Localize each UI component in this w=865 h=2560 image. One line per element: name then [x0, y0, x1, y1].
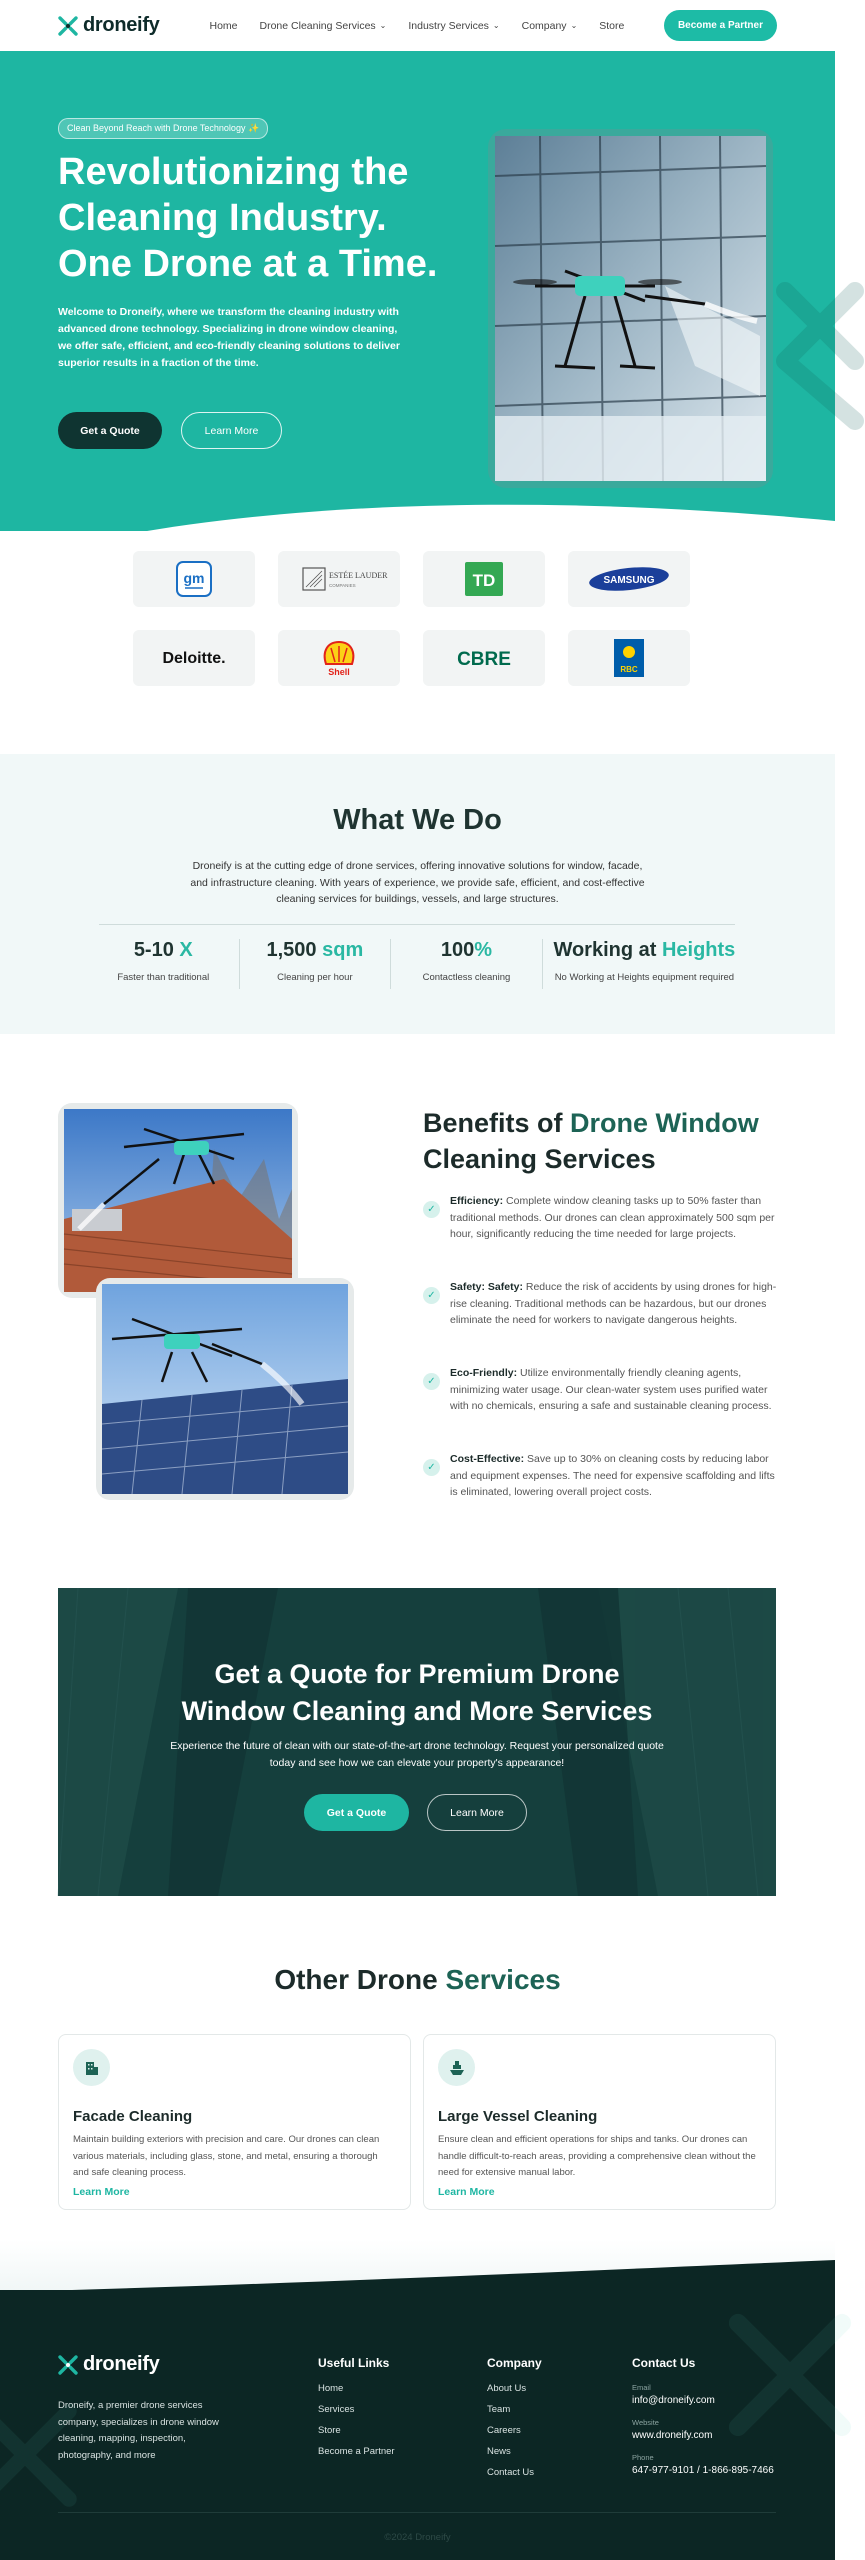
- stat-label: Contactless cleaning: [422, 972, 511, 983]
- divider: [99, 924, 735, 925]
- service-learn-more-link[interactable]: Learn More: [73, 2185, 130, 2198]
- footer-heading: Company: [487, 2356, 542, 2370]
- stat-label: No Working at Heights equipment required: [554, 972, 735, 983]
- chevron-down-icon: ⌄: [492, 21, 500, 30]
- service-title: Large Vessel Cleaning: [438, 2108, 598, 2125]
- benefit-body: Save up to 30% on cleaning costs by reducing labor and equipment expenses. The need for expensive scaffolding and lifts is eliminated, lowering overall project costs.: [450, 1453, 775, 1498]
- cbre-logo-icon: [449, 646, 519, 670]
- stat-unit: sqm: [316, 939, 364, 961]
- stat-heights: [543, 939, 746, 989]
- hero-learn-more-button[interactable]: Learn More: [181, 412, 282, 449]
- client-logo-samsung: [568, 551, 690, 607]
- footer-heading: Useful Links: [318, 2356, 390, 2370]
- nav-label: Home: [209, 19, 238, 32]
- stat-number: 1,500: [266, 939, 317, 961]
- cta-title: [58, 1656, 776, 1730]
- footer-useful-links: [318, 2356, 395, 2467]
- drone-x-logo-icon: [58, 16, 78, 36]
- title-accent: Services: [445, 1964, 561, 1995]
- check-icon: ✓: [423, 1373, 440, 1390]
- cta-title-line: Get a Quote for Premium Drone: [214, 1659, 620, 1689]
- benefit-text: [450, 1279, 778, 1365]
- benefit-body: Complete window cleaning tasks up to 50% faster than traditional methods. Our drones can clean approximately 500 sqm per hour, significantly reducing the time needed for large projects.: [450, 1195, 775, 1240]
- stat-speed: [88, 939, 240, 989]
- client-label: SAMSUNG: [603, 575, 655, 586]
- stat-value: [543, 939, 746, 962]
- cta-description: Experience the future of clean with our state-of-the-art drone technology. Request your personalized quote today and see how we can elevate your property's appearance!: [170, 1740, 664, 1769]
- hero-title-line: Cleaning Industry.: [58, 197, 387, 239]
- title-accent: Drone Window: [570, 1108, 759, 1138]
- client-label: gm: [183, 570, 205, 586]
- td-logo-icon: [465, 562, 503, 596]
- nav-link-industry-services[interactable]: [408, 20, 499, 32]
- nav-label: Drone Cleaning Services: [259, 19, 376, 32]
- stat-label: Cleaning per hour: [277, 972, 353, 983]
- client-label: CBRE: [457, 649, 511, 670]
- client-sublabel: COMPANIES: [329, 583, 356, 588]
- rbc-logo-icon: [614, 639, 644, 677]
- cta-learn-more-button[interactable]: Learn More: [427, 1794, 527, 1831]
- gm-logo-icon: [176, 561, 212, 597]
- ship-icon: [438, 2049, 475, 2086]
- stat-number: 100: [440, 939, 475, 961]
- client-logo-estee-lauder: [278, 551, 400, 607]
- chevron-down-icon: ⌄: [570, 21, 578, 30]
- client-logo-rbc: [568, 630, 690, 686]
- nav-label: Company: [521, 19, 567, 32]
- client-label: RBC: [620, 665, 638, 674]
- footer-contact: [632, 2356, 774, 2488]
- solar-cleaning-photo: [96, 1278, 354, 1500]
- stat-number: Working at: [553, 939, 657, 961]
- roof-cleaning-photo: [58, 1103, 298, 1298]
- copyright-text: ©2024 Droneify: [384, 2532, 451, 2543]
- phone-link[interactable]: 647-977-9101 / 1-866-895-7466: [632, 2465, 774, 2476]
- benefit-body: Reduce the risk of accidents by using drones for high-rise cleaning. Traditional methods can be hazardous, but our drones eliminate the need for workers to navigate dangerous heights.: [450, 1281, 777, 1326]
- benefit-body: Utilize environmentally friendly cleaning agents, minimizing water usage. Our clean-water system uses purified water with no chemicals, ensuring a safe and sustainable cleaning process.: [450, 1367, 772, 1412]
- stat-contactless: [391, 939, 543, 989]
- benefit-text: [450, 1451, 778, 1521]
- client-label: Shell: [328, 667, 350, 677]
- footer-about-text: Droneify, a premier drone services company, specializes in drone window cleaning, mapping, inspection, photography, and more: [58, 2400, 219, 2461]
- footer-divider: [58, 2512, 776, 2513]
- footer-link-team[interactable]: Team: [487, 2404, 511, 2415]
- client-logo-gm: [133, 551, 255, 607]
- benefit-item: [423, 1451, 778, 1521]
- hero-get-quote-button[interactable]: Get a Quote: [58, 412, 162, 449]
- hero-title: [58, 149, 458, 287]
- check-icon: ✓: [423, 1201, 440, 1218]
- service-card-vessel[interactable]: [423, 2034, 776, 2210]
- hero-title-line: One Drone at a Time.: [58, 243, 438, 285]
- client-label: TD: [472, 571, 496, 590]
- stat-label: Faster than traditional: [117, 972, 210, 983]
- hero-section: [0, 51, 835, 531]
- stat-number: 5-10: [133, 939, 174, 961]
- website-link[interactable]: www.droneify.com: [632, 2430, 713, 2441]
- brand-name: droneify: [83, 14, 160, 36]
- cta-title-line: Window Cleaning and More Services: [181, 1696, 653, 1726]
- title-part: Other Drone: [274, 1964, 446, 1995]
- benefit-title: Cost-Effective:: [450, 1453, 525, 1465]
- building-icon: [73, 2049, 110, 2086]
- benefit-item: [423, 1193, 778, 1279]
- footer-heading: Contact Us: [632, 2356, 696, 2370]
- service-card-facade[interactable]: [58, 2034, 411, 2210]
- brand-name: droneify: [83, 2353, 160, 2375]
- stat-value: [391, 939, 542, 962]
- stats-row: [88, 939, 746, 989]
- drone-x-logo-icon: [58, 2355, 78, 2375]
- footer-link-contact[interactable]: Contact Us: [487, 2467, 534, 2478]
- title-part: Benefits of: [423, 1108, 571, 1138]
- nav-label: Industry Services: [408, 19, 489, 32]
- service-description: Ensure clean and efficient operations for ships and tanks. Our drones can handle difficult-to-reach areas, providing a comprehensive clean without the need for extensive manual labor.: [438, 2134, 756, 2178]
- client-logo-td: [423, 551, 545, 607]
- benefit-text: [450, 1193, 778, 1279]
- drone-roof-image: [64, 1109, 292, 1292]
- hero-title-line: Revolutionizing the: [58, 151, 409, 193]
- service-description: Maintain building exteriors with precision and care. Our drones can clean various materials, including glass, stone, and metal, ensuring a thorough and safe cleaning process.: [73, 2134, 380, 2178]
- benefit-title: Eco-Friendly:: [450, 1367, 518, 1379]
- client-label: Deloitte.: [162, 650, 226, 667]
- footer-link-about[interactable]: About Us: [487, 2383, 527, 2394]
- service-title: Facade Cleaning: [73, 2108, 193, 2125]
- benefits-title: [423, 1105, 793, 1177]
- website-label: Website: [632, 2418, 659, 2427]
- stat-value: [240, 939, 391, 962]
- footer-company-links: [487, 2356, 542, 2488]
- service-learn-more-link[interactable]: Learn More: [438, 2185, 495, 2198]
- main-menu: [210, 20, 625, 32]
- hero-badge: Clean Beyond Reach with Drone Technology ✨: [58, 118, 268, 139]
- footer-link-become-partner[interactable]: Become a Partner: [318, 2446, 395, 2457]
- quote-cta-banner: [58, 1588, 776, 1896]
- stat-value: [88, 939, 239, 962]
- drone-cleaning-glass-image: [495, 136, 766, 481]
- nav-link-company[interactable]: [522, 20, 578, 32]
- email-label: Email: [632, 2383, 651, 2392]
- nav-link-home[interactable]: [210, 20, 238, 32]
- site-footer: [0, 2290, 835, 2560]
- title-part: Cleaning Services: [423, 1144, 656, 1174]
- deloitte-logo-icon: [154, 647, 234, 669]
- samsung-logo-icon: [588, 566, 670, 592]
- check-icon: ✓: [423, 1287, 440, 1304]
- what-we-do-description: Droneify is at the cutting edge of drone services, offering innovative solutions for window, facade, and infrastructure cleaning. With years of experience, we provide safe, efficient, and cost-effective cleaning services for buildings, vessels, and large structures.: [190, 860, 645, 905]
- cta-get-quote-button[interactable]: Get a Quote: [304, 1794, 409, 1831]
- phone-label: Phone: [632, 2453, 654, 2462]
- become-partner-button[interactable]: Become a Partner: [664, 10, 777, 41]
- benefit-item: [423, 1279, 778, 1365]
- check-icon: ✓: [423, 1459, 440, 1476]
- stat-unit: X: [173, 939, 193, 961]
- shell-logo-icon: [319, 638, 359, 678]
- what-we-do-title: What We Do: [333, 804, 502, 836]
- stat-unit: Heights: [656, 939, 736, 961]
- hero-description: Welcome to Droneify, where we transform the cleaning industry with advanced drone technology. Specializing in drone window cleaning, we offer safe, efficient, and eco-friendly cleaning solutions to deliver superior results in a fraction of the time.: [58, 306, 400, 369]
- footer-link-news[interactable]: News: [487, 2446, 511, 2457]
- benefit-title: Safety: Safety:: [450, 1281, 523, 1293]
- footer-link-careers[interactable]: Careers: [487, 2425, 521, 2436]
- footer-link-store[interactable]: Store: [318, 2425, 341, 2436]
- footer-link-home[interactable]: Home: [318, 2383, 344, 2394]
- stat-area: [240, 939, 392, 989]
- benefit-title: Efficiency:: [450, 1195, 504, 1207]
- client-logo-deloitte: [133, 630, 255, 686]
- hero-drone-photo: [488, 129, 773, 488]
- what-we-do-section: [0, 754, 835, 1034]
- chevron-down-icon: ⌄: [379, 21, 387, 30]
- benefits-list: [423, 1193, 778, 1521]
- benefit-text: [450, 1365, 778, 1451]
- drone-watermark-icon: [775, 281, 865, 431]
- benefit-item: [423, 1365, 778, 1451]
- client-label: ESTÉE LAUDER: [329, 571, 388, 580]
- client-logo-shell: [278, 630, 400, 686]
- footer-brand-logo[interactable]: [58, 2353, 160, 2376]
- client-logo-cbre: [423, 630, 545, 686]
- footer-link-services[interactable]: Services: [318, 2404, 355, 2415]
- nav-label: Store: [599, 19, 625, 32]
- top-navbar: [0, 0, 835, 51]
- stat-unit: %: [474, 939, 493, 961]
- brand-logo[interactable]: [58, 14, 160, 37]
- client-logos: [133, 551, 703, 686]
- email-link[interactable]: info@droneify.com: [632, 2395, 715, 2406]
- estee-lauder-logo-icon: [302, 565, 388, 593]
- nav-link-drone-cleaning-services[interactable]: [260, 20, 387, 32]
- other-services-title: [0, 1964, 835, 1996]
- nav-link-store[interactable]: [599, 20, 624, 32]
- drone-solar-panel-image: [102, 1284, 348, 1494]
